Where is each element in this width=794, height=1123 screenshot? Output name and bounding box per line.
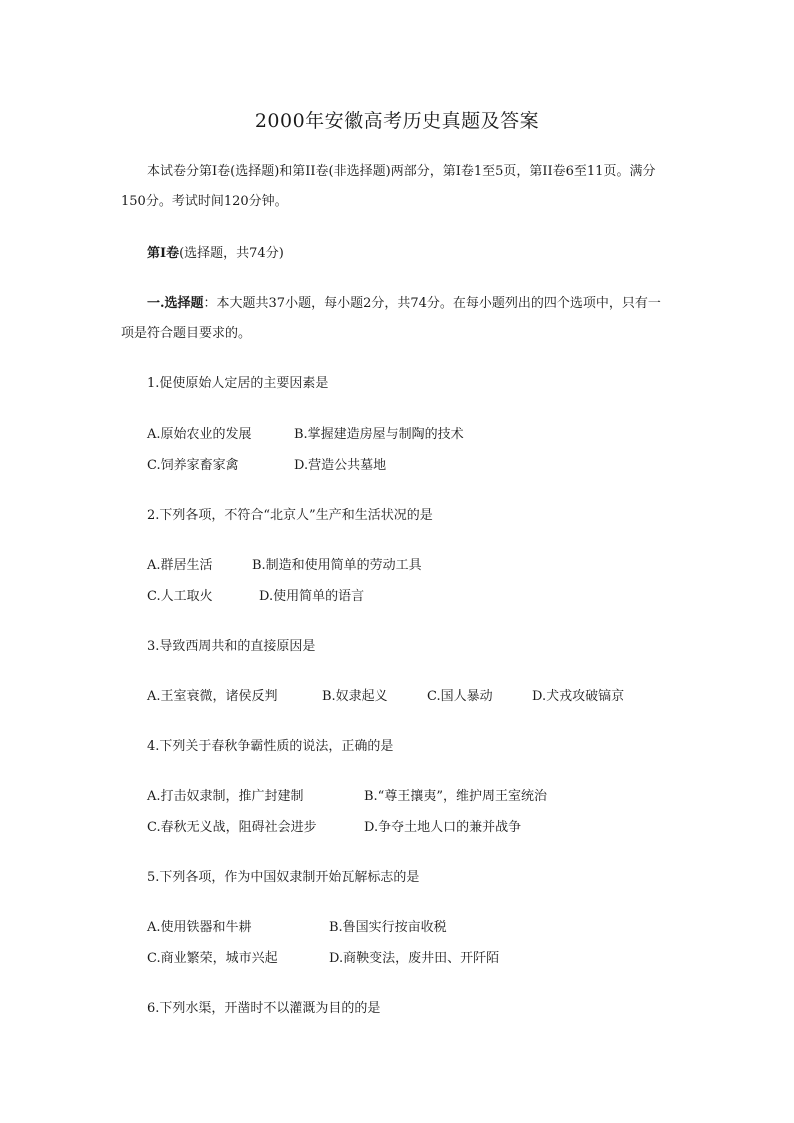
- option-a: A.原始农业的发展: [147, 427, 252, 442]
- option-b: B.“尊王攘夷”，维护周王室统治: [364, 789, 547, 804]
- option-d: D.犬戎攻破镐京: [532, 689, 625, 704]
- option-c: C.国人暴动: [427, 689, 493, 704]
- option-a: A.使用铁器和牛耕: [147, 920, 252, 935]
- option-c: C.春秋无义战，阻碍社会进步: [147, 820, 317, 835]
- section-rest: (选择题，共74分): [179, 246, 284, 261]
- option-b: B.制造和使用简单的劳动工具: [252, 558, 422, 573]
- question-stem: 1.促使原始人定居的主要因素是: [147, 376, 329, 391]
- option-a: A.打击奴隶制，推广封建制: [147, 789, 304, 804]
- question-stem: 2.下列各项，不符合“北京人”生产和生活状况的是: [147, 508, 433, 523]
- option-a: A.群居生活: [147, 558, 213, 573]
- option-c: C.饲养家畜家禽: [147, 458, 239, 473]
- option-d: D.商鞅变法，废井田、开阡陌: [329, 951, 500, 966]
- instructions-label: 一.选择题: [147, 296, 204, 311]
- question-stem: 4.下列关于春秋争霸性质的说法，正确的是: [147, 739, 394, 754]
- question-stem: 5.下列各项，作为中国奴隶制开始瓦解标志的是: [147, 870, 420, 885]
- question-stem: 6.下列水渠，开凿时不以灌溉为目的的是: [147, 1001, 381, 1016]
- page-title: 2000年安徽高考历史真题及答案: [254, 110, 540, 132]
- intro-paragraph: [121, 157, 673, 217]
- instructions-paragraph: [121, 289, 673, 349]
- question-stem: 3.导致西周共和的直接原因是: [147, 639, 316, 654]
- option-b: B.掌握建造房屋与制陶的技术: [294, 427, 464, 442]
- option-b: B.鲁国实行按亩收税: [329, 920, 447, 935]
- instructions-text: ：本大题共37小题，每小题2分，共74分。在每小题列出的四个选项中，只有一项是符合题目要求的。: [121, 296, 661, 341]
- option-d: D.营造公共墓地: [294, 458, 387, 473]
- option-a: A.王室衰微，诸侯反判: [147, 689, 278, 704]
- section-heading: [147, 245, 284, 263]
- option-b: B.奴隶起义: [322, 689, 388, 704]
- section-label: 第Ⅰ卷: [147, 246, 180, 261]
- option-d: D.使用简单的语言: [259, 589, 365, 604]
- option-c: C.商业繁荣，城市兴起: [147, 951, 278, 966]
- option-c: C.人工取火: [147, 589, 213, 604]
- option-d: D.争夺土地人口的兼并战争: [364, 820, 522, 835]
- intro-text: 本试卷分第Ⅰ卷(选择题)和第ⅠⅠ卷(非选择题)两部分，第Ⅰ卷1至5页，第ⅠⅠ卷6至11页。满分150分。考试时间120分钟。: [121, 164, 656, 209]
